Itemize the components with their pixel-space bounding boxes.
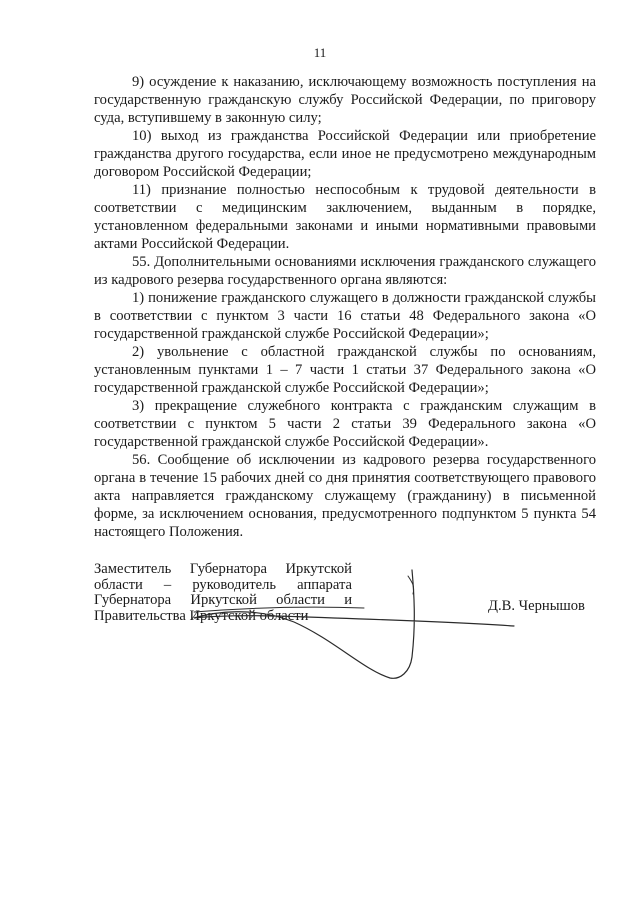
handwritten-signature [94,562,614,682]
document-body [94,73,596,541]
paragraph-clause-55: 55. Дополнительными основаниями исключения гражданского служащего из кадрового резерва государственного органа являются: [94,254,596,288]
paragraph-item-11: 11) признание полностью неспособным к трудовой деятельности в соответствии с медицинским заключением, выданным в порядке, установленном федеральными законами и иными нормативными правовыми актами Российской Федерации. [94,182,596,252]
page-number: 11 [313,45,327,60]
signatory-name: Д.В. Чернышов [488,598,585,614]
paragraph-55-item-1: 1) понижение гражданского служащего в должности гражданской службы в соответствии с пунктом 3 части 16 статьи 48 Федерального закона «О государственной гражданской службе Российской Федерации»; [94,290,596,342]
paragraph-55-item-3: 3) прекращение служебного контракта с гражданским служащим в соответствии с пунктом 5 части 2 статьи 39 Федерального закона «О государственной гражданской службе Российской Федерации». [94,398,596,450]
paragraph-item-9: 9) осуждение к наказанию, исключающему возможность поступления на государственную гражданскую службу Российской Федерации, по приговору суда, вступившему в законную силу; [94,74,596,126]
signatory-position: Заместитель Губернатора Иркутской области – руководитель аппарата Губернатора Иркутской области и Правительства Иркутской области [94,561,352,624]
signature-block [94,562,614,682]
paragraph-clause-56: 56. Сообщение об исключении из кадрового резерва государственного органа в течение 15 рабочих дней со дня принятия соответствующего правового акта направляется гражданскому служащему (гражданину) в письменной форме, за исключением основания, предусмотренного подпунктом 5 пункта 54 настоящего Положения. [94,452,596,540]
paragraph-55-item-2: 2) увольнение с областной гражданской службы по основаниям, установленным пунктами 1 – 7 части 1 статьи 37 Федерального закона «О государственной гражданской службе Российской Федерации»; [94,344,596,396]
paragraph-item-10: 10) выход из гражданства Российской Федерации или приобретение гражданства другого государства, если иное не предусмотрено международным договором Российской Федерации; [94,128,596,180]
